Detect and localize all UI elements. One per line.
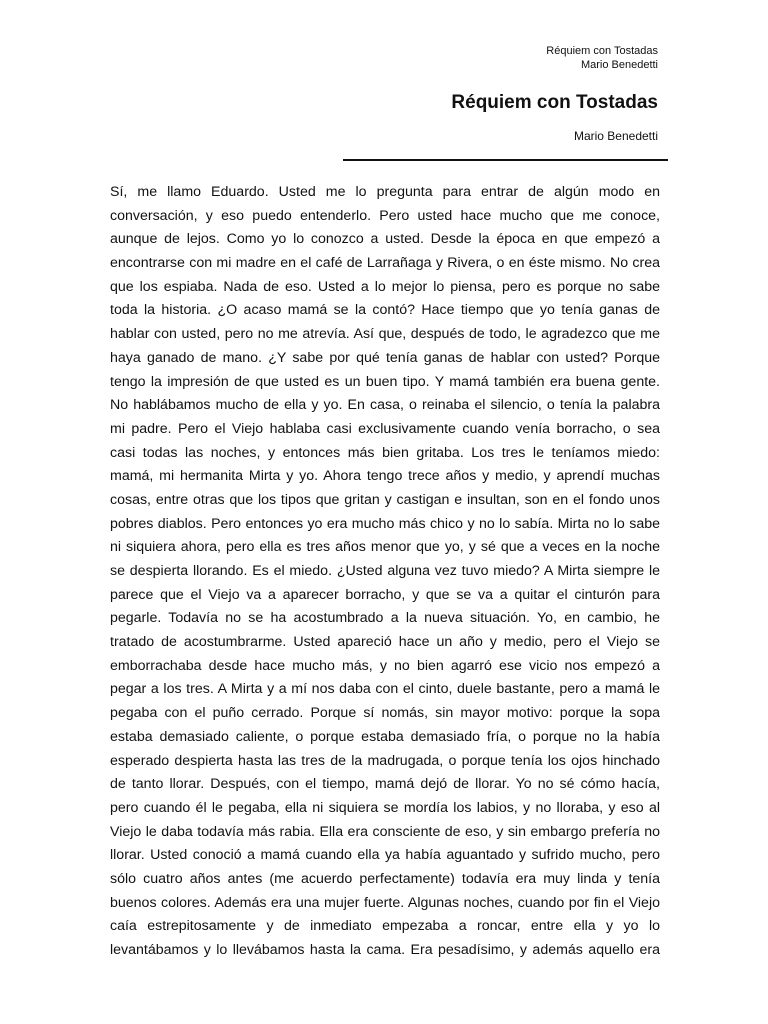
body-line: pegarle. Todavía no se ha acostumbrado a la nueva situación. Yo, en cambio, he [110,610,660,627]
body-line: haya ganado de mano. ¿Y sabe por qué tenía ganas de hablar con usted? Porque [110,349,660,366]
body-line: caía estrepitosamente y de inmediato empezaba a roncar, entre ella y yo lo [110,918,660,935]
body-line: tengo la impresión de que usted es un buen tipo. Y mamá también era buena gente. [110,373,660,390]
body-line: de tanto llorar. Después, con el tiempo, mamá dejó de llorar. Yo no sé cómo hacía, [110,776,660,793]
body-line: Viejo le daba todavía más rabia. Ella era consciente de eso, y sin embargo prefería no [110,823,660,840]
document-author: Mario Benedetti [573,129,658,143]
body-line: mi padre. Pero el Viejo hablaba casi exclusivamente cuando venía borracho, o sea [110,420,660,437]
body-line: ni siquiera ahora, pero ella es tres años menor que yo, y sé que a veces en la noche [110,539,660,556]
body-line: que los espiaba. Nada de eso. Usted a lo mejor lo piensa, pero es porque no sabe [110,278,660,295]
body-line: emborrachaba desde hace mucho más, y no bien agarró ese vicio nos empezó a [110,657,660,674]
body-line: parece que el Viejo va a aparecer borracho, y que se va a quitar el cinturón para [110,586,660,603]
body-line: estaba demasiado caliente, o porque estaba demasiado fría, o porque no la había [110,728,660,745]
body-line: No hablábamos mucho de ella y yo. En casa, o reinaba el silencio, o tenía la palabra [110,397,660,414]
running-header [546,44,658,72]
body-line: buenos colores. Además era una mujer fuerte. Algunas noches, cuando por fin el Viejo [110,894,660,911]
running-header-title: Réquiem con Tostadas [546,45,658,57]
body-text [110,181,660,963]
body-line: levantábamos y lo llevábamos hasta la cama. Era pesadísimo, y además aquello era [110,942,660,958]
document-title: Réquiem con Tostadas [451,92,658,113]
body-line: aunque de lejos. Como yo lo conozco a usted. Desde la época en que empezó a [110,231,660,248]
body-line: mamá, mi hermanita Mirta y yo. Ahora tengo trece años y medio, y aprendí muchas [110,468,660,485]
body-line: hablar con usted, pero no me atrevía. Así que, después de todo, le agradezco que me [110,326,660,343]
body-line: cosas, entre otras que los tipos que gritan y castigan e insultan, son en el fondo unos [110,491,660,508]
body-line: casi todas las noches, y entonces más bien gritaba. Los tres le teníamos miedo: [110,444,660,461]
body-line: se despierta llorando. Es el miedo. ¿Usted alguna vez tuvo miedo? A Mirta siempre le [110,563,660,579]
title-divider [343,159,668,161]
body-line: pobres diablos. Pero entonces yo era mucho más chico y no lo sabía. Mirta no lo sabe [110,515,660,532]
body-line: encontrarse con mi madre en el café de Larrañaga y Rivera, o en éste mismo. No crea [110,255,660,272]
body-line: tratado de acostumbrarme. Usted apareció hace un año y medio, pero el Viejo se [110,634,660,651]
body-line: esperado despierta hasta las tres de la madrugada, o porque tenía los ojos hinchado [110,752,660,769]
body-line: conversación, y eso puedo entenderlo. Pero usted hace mucho que me conoce, [110,207,660,224]
body-line: toda la historia. ¿O acaso mamá se la contó? Hace tiempo que yo tenía ganas de [110,302,660,319]
body-line: pegaba con el puño cerrado. Porque sí nomás, sin mayor motivo: porque la sopa [110,705,660,722]
body-line: sólo cuatro años antes (me acuerdo perfectamente) todavía era muy linda y tenía [110,870,660,887]
body-line: pegar a los tres. A Mirta y a mí nos daba con el cinto, duele bastante, pero a mamá le [110,681,660,698]
body-line: Sí, me llamo Eduardo. Usted me lo pregunta para entrar de algún modo en [110,184,660,200]
body-line: pero cuando él le pegaba, ella ni siquiera se mordía los labios, y no lloraba, y eso al [110,799,660,816]
body-line: llorar. Usted conoció a mamá cuando ella ya había aguantado y sufrido mucho, pero [110,847,660,864]
running-header-author: Mario Benedetti [580,59,658,71]
